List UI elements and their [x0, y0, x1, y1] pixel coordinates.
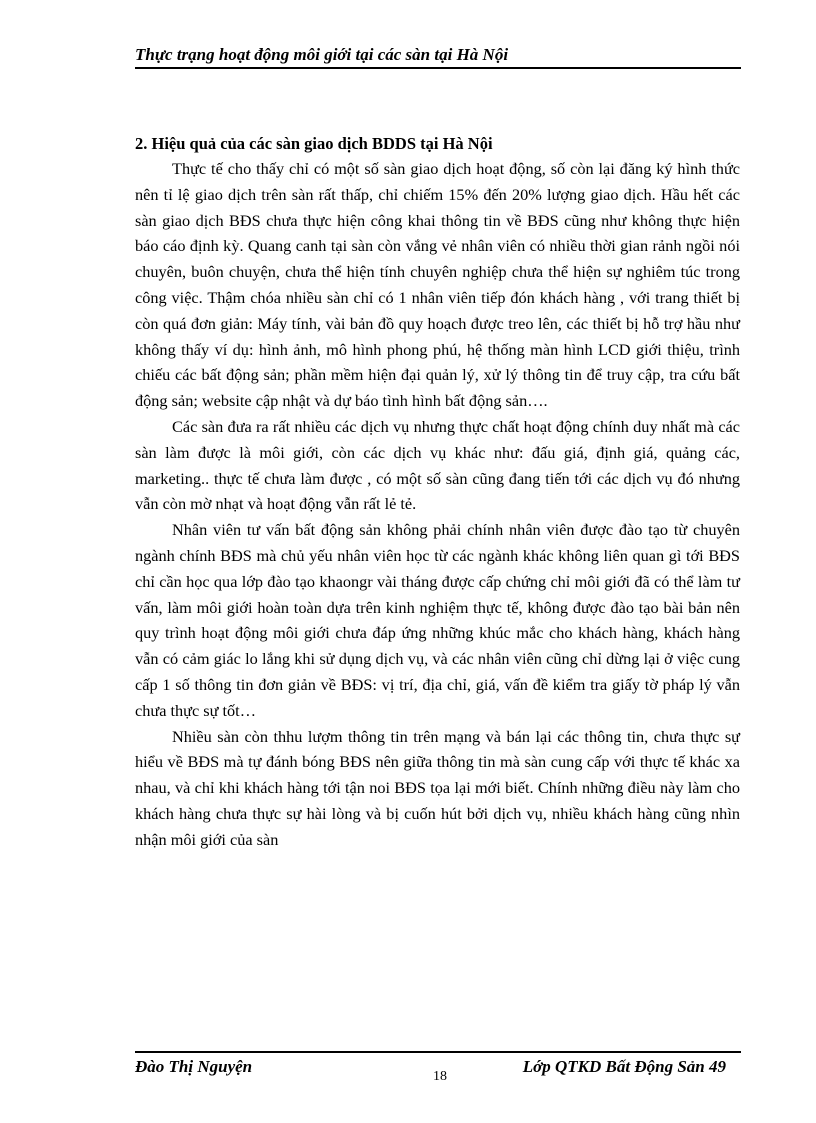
paragraph-1: Thực tế cho thấy chỉ có một số sàn giao dịch hoạt động, số còn lại đăng ký hình thức nên tỉ lệ giao dịch trên sàn rất thấp, chỉ chiếm 15% đến 20% lượng giao dịch. Hầu hết các sàn giao dịch BĐS chưa thực hiện công khai thông tin về BĐS cũng như không thực hiện báo cáo định kỳ. Quang canh tại sàn còn vắng vẻ nhân viên có nhiều thời gian rảnh ngồi nói chuyên, buôn chuyện, chưa thể hiện tính chuyên nghiệp chưa thể hiện sự nghiêm túc trong công việc. Thậm chóa nhiều sàn chỉ có 1 nhân viên tiếp đón khách hàng , với trang thiết bị còn quá đơn giản: Máy tính, vài bản đồ quy hoạch được treo lên, các thiết bị hỗ trợ hầu như không thấy ví dụ: hình ảnh, mô hình phong phú, hệ thống màn hình LCD giới thiệu, trình chiếu các bất động sản; phần mềm hiện đại quản lý, xử lý thông tin để truy cập, tra cứu bất động sản; website cập nhật và dự báo tình hình bất động sản….	[135, 159, 740, 411]
footer-author: Đào Thị Nguyện	[135, 1057, 253, 1076]
page-number: 18	[433, 1069, 447, 1084]
page-content	[135, 131, 740, 853]
header-rule	[135, 67, 741, 69]
footer-rule	[135, 1051, 741, 1053]
paragraph-2: Các sàn đưa ra rất nhiều các dịch vụ nhưng thực chất hoạt động chính duy nhất mà các sàn làm được là môi giới, còn các dịch vụ khác như: đấu giá, định giá, quảng các, marketing.. thực tế chưa làm được , có một số sàn cũng đang tiến tới các dịch vụ đó nhưng vẫn còn mờ nhạt và hoạt động vẫn rất lẻ tẻ.	[135, 416, 740, 514]
paragraph-3: Nhân viên tư vấn bất động sản không phải chính nhân viên được đào tạo từ chuyên ngành chính BĐS mà chủ yếu nhân viên học từ các ngành khác không liên quan gì tới BĐS chỉ cần học qua lớp đào tạo khaongr vài tháng được cấp chứng chỉ môi giới đã có thể làm tư vấn, làm môi giới hoàn toàn dựa trên kinh nghiệm thực tế, không được đào tạo bài bản nên quy trình hoạt động môi giới chưa đáp ứng những khúc mắc cho khách hàng, khách hàng vẫn có cảm giác lo lắng khi sử dụng dịch vụ, và các nhân viên cũng chỉ dừng lại ở việc cung cấp 1 số thông tin đơn giản về BĐS: vị trí, địa chỉ, giá, vấn đề kiểm tra giấy tờ pháp lý vẫn chưa thực sự tốt…	[135, 520, 740, 720]
running-header-title: Thực trạng hoạt động môi giới tại các sàn tại Hà Nội	[135, 45, 509, 64]
section-heading: 2. Hiệu quả của các sàn giao dịch BDDS tại Hà Nội	[135, 134, 493, 153]
paragraph-4: Nhiều sàn còn thhu lượm thông tin trên mạng và bán lại các thông tin, chưa thực sự hiểu về BĐS mà tự đánh bóng BĐS nên giữa thông tin mà sàn cung cấp với thực tế khác xa nhau, và chỉ khi khách hàng tới tận noi BĐS tọa lại mới biết. Chính những điều này làm cho khách hàng chưa thực sự hài lòng và bị cuốn hút bởi dịch vụ, nhiều khách hàng cũng nhìn nhận môi giới của sàn	[135, 726, 740, 849]
footer-class-name: Lớp QTKD Bất Động Sản 49	[522, 1057, 726, 1076]
